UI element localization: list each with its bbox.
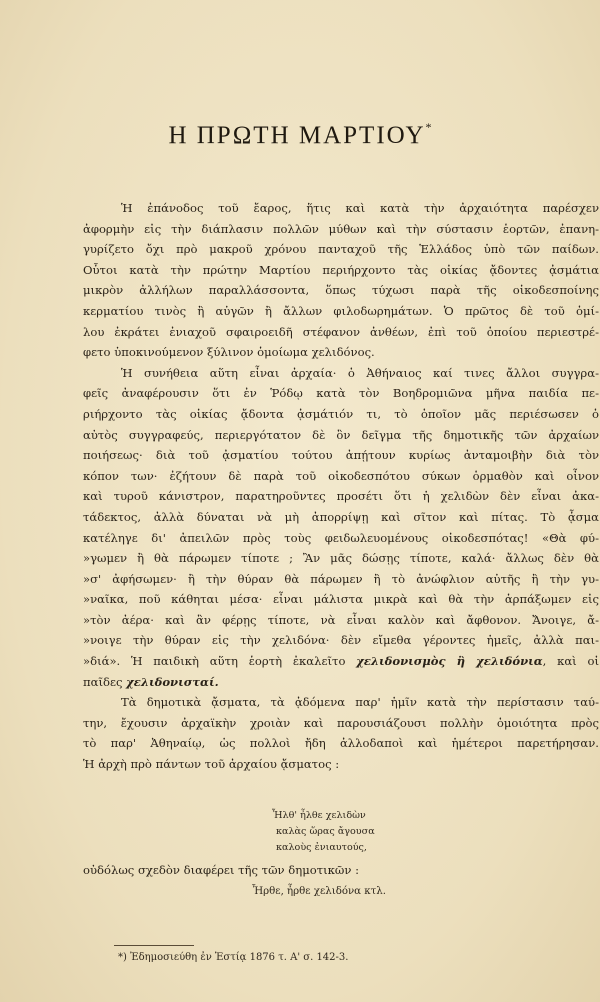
text-line: »ναῖκα, ποῦ κάθηται μέσα· εἶναι μάλιστα μικρὰ καὶ θὰ τὴν ἁρπάξωμεν εἰς: [83, 592, 599, 607]
emphasis-term: χελιδονισταί.: [126, 674, 219, 689]
footnote-divider: [114, 945, 194, 946]
text-line: κερματίου τινὸς ἢ αὐγῶν ἢ ἄλλων φιλοδωρημάτων. Ὁ πρῶτος δὲ τοῦ ὁμί-: [83, 303, 599, 318]
text-line: αὐτὸς συγγραφεύς, περιεργότατον δὲ ὂν δεῖγμα τῆς δημοτικῆς τῶν ἀρχαίων: [83, 427, 599, 442]
text-line: »γωμεν ἢ θὰ πάρωμεν τίποτε ; Ἂν μᾶς δώσῃς τίποτε, καλά· ἄλλως δὲν θὰ: [83, 551, 599, 566]
text-line: ποιήσεως· διὰ τοῦ ᾀσματίου τούτου ἀπῄτουν κυρίως ἀνταμοιβὴν διὰ τὸν: [83, 448, 599, 463]
emphasis-term: χελιδονισμὸς ἢ χελιδόνια: [356, 654, 543, 669]
verse-line: καλοὺς ἐνιαυτούς,: [276, 842, 367, 853]
text-line: »σ' ἀφήσωμεν· ἢ τὴν θύραν θὰ πάρωμεν ἢ τὸ ἀνώφλιον αὐτῆς ἢ τὴν γυ-: [83, 571, 599, 586]
verse-line-2: Ἦρθε, ἦρθε χελιδόνα κτλ.: [252, 886, 386, 897]
text-line: φετο ὑποκινούμενον ξύλινον ὁμοίωμα χελιδόνος.: [83, 345, 375, 360]
footnote: *) Ἐδημοσιεύθη ἐν Ἑστίᾳ 1876 τ. Α' σ. 142-3.: [118, 952, 349, 963]
title-text: Η ΠΡΩΤΗ ΜΑΡΤΙΟΥ: [168, 122, 426, 149]
text-line: γυρίζετο ὄχι πρὸ μακροῦ χρόνου πανταχοῦ τῆς Ἑλλάδος ὑπὸ τῶν παίδων.: [83, 242, 599, 257]
text-line: Οὗτοι κατὰ τὴν πρώτην Μαρτίου περιήρχοντο τὰς οἰκίας ᾄδοντες ᾀσμάτια: [83, 262, 599, 277]
text-line: φεῖς ἀναφέρουσιν ὅτι ἐν Ῥόδῳ κατὰ τὸν Βοηδρομιῶνα μῆνα παιδία πε-: [83, 386, 599, 401]
text-line: Τὰ δημοτικὰ ᾄσματα, τὰ ᾀδόμενα παρ' ἡμῖν κατὰ τὴν περίστασιν ταύ-: [121, 695, 599, 710]
text-line: την, ἔχουσιν ἀρχαϊκὴν χροιὰν καὶ παρουσιάζουσι πολλὴν ὁμοιότητα πρὸς: [83, 715, 599, 730]
verse-line: καλὰς ὥρας ἄγουσα: [276, 826, 375, 837]
text-line: κόπον των· ἐζήτουν δὲ παρὰ τοῦ οἰκοδεσπότου σύκων ὁρμαθὸν καὶ οἶνον: [83, 468, 599, 483]
text-line-with-emphasis: παῖδες χελιδονισταί.: [83, 674, 219, 689]
text-line: Ἡ ἀρχὴ πρὸ πάντων τοῦ ἀρχαίου ᾄσματος :: [83, 757, 340, 772]
text-line: οὐδόλως σχεδὸν διαφέρει τῆς τῶν δημοτικῶν :: [83, 863, 360, 877]
text-line: κατέληγε δι' ἀπειλῶν πρὸς τοὺς φειδωλευομένους οἰκοδεσπότας! «Θὰ φύ-: [83, 530, 599, 545]
title-footnote-mark: *: [425, 120, 432, 134]
text-line-with-emphasis: »διά». Ἡ παιδικὴ αὕτη ἑορτὴ ἐκαλεῖτο χελιδονισμὸς ἢ χελιδόνια, καὶ οἱ: [83, 654, 599, 669]
text-line: Ἡ ἐπάνοδος τοῦ ἔαρος, ἥτις καὶ κατὰ τὴν ἀρχαιότητα παρέσχεν: [121, 201, 599, 215]
text-line: μικρὸν ἀλλήλων παραλλάσσοντα, ὅπως τύχωσι παρὰ τῆς οἰκοδεσποίνης: [83, 283, 599, 298]
text-line: τὸ παρ' Ἀθηναίῳ, ὡς πολλοὶ ἤδη ἀλλοδαποὶ καὶ ἡμέτεροι παρετήρησαν.: [83, 736, 599, 751]
text-line: ἀφορμὴν εἰς τὴν διάπλασιν πολλῶν μύθων καὶ τὴν σύστασιν ἑορτῶν, ἐπανη-: [83, 221, 599, 236]
after-verse-text: [83, 860, 599, 881]
verse-line: Ἦλθ' ἦλθε χελιδὼν: [272, 810, 366, 821]
text-line: »νοιγε τὴν θύραν εἰς τὴν χελιδόνα· δὲν εἴμεθα γέροντες ἡμεῖς, ἀλλὰ παι-: [83, 633, 599, 648]
text-line: τάδεκτος, ἀλλὰ δύναται νὰ μὴ ἀπορρίψῃ καὶ σῖτον καὶ πίτας. Τὸ ᾆσμα: [83, 509, 599, 524]
page-title: [0, 120, 600, 150]
text-line: »τὸν ἀέρα· καὶ ἂν φέρῃς τίποτε, νὰ εἶναι καλὸν καὶ ἄφθονον. Ἄνοιγε, ἄ-: [83, 612, 599, 627]
text-line: Ἡ συνήθεια αὕτη εἶναι ἀρχαία· ὁ Ἀθήναιος καί τινες ἄλλοι συγγρα-: [121, 365, 599, 380]
text-line: λου ἐκράτει ἐνιαχοῦ σφαιροειδῆ στέφανον ἀνθέων, ἐπὶ τοῦ ὁποίου περιεστρέ-: [83, 324, 599, 339]
text-line: ριήρχοντο τὰς οἰκίας ᾄδοντα ᾀσμάτιόν τι, τὸ ὁποῖον μᾶς περιέσωσεν ὁ: [83, 406, 599, 421]
verse-block: [272, 808, 375, 856]
body-text: [83, 198, 599, 775]
text-line: καὶ τυροῦ κάνιστρον, παρατηροῦντες προσέτι ὅτι ἡ χελιδὼν δὲν εἶναι ἀκα-: [83, 489, 599, 504]
